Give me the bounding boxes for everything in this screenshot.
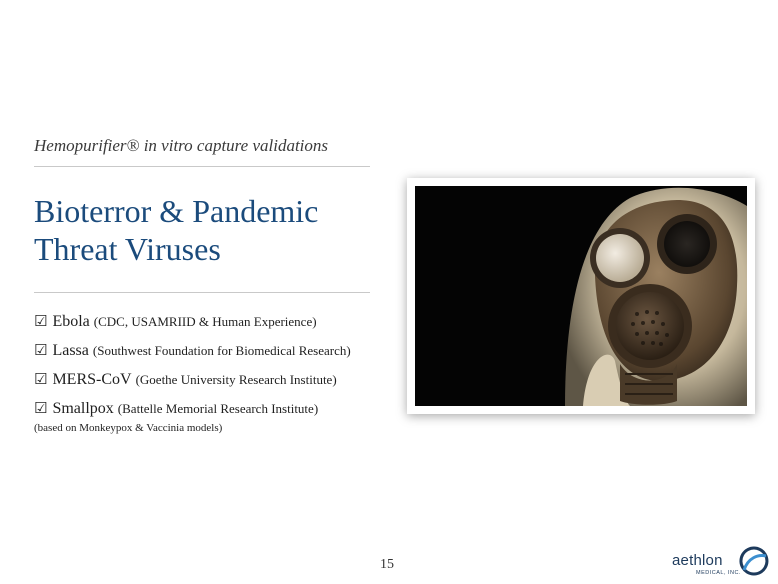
slide-title xyxy=(34,192,374,268)
smallpox-note: (based on Monkeypox & Vaccinia models) xyxy=(34,422,223,434)
list-item-ebola xyxy=(34,310,379,333)
logo-mark-icon xyxy=(738,546,770,576)
photo-frame xyxy=(407,178,755,414)
list-item-mers-cov xyxy=(34,368,379,391)
checkbox-checked-icon: ☑ xyxy=(34,312,48,330)
title-divider xyxy=(34,292,370,293)
virus-name: Lassa xyxy=(52,342,89,359)
title-line-1: Bioterror & Pandemic xyxy=(34,193,319,229)
virus-detail: (Battelle Memorial Research Institute) xyxy=(117,401,319,416)
virus-name: Ebola xyxy=(52,313,90,330)
virus-detail: (CDC, USAMRIID & Human Experience) xyxy=(93,314,317,329)
list-item-smallpox xyxy=(34,397,379,420)
title-line-2: Threat Viruses xyxy=(34,231,221,267)
company-logo xyxy=(672,546,772,580)
logo-subtext: MEDICAL, INC. xyxy=(696,570,742,576)
checkbox-checked-icon: ☑ xyxy=(34,370,48,388)
list-item-lassa xyxy=(34,339,379,362)
virus-list xyxy=(34,310,379,436)
checkbox-checked-icon: ☑ xyxy=(34,399,48,417)
virus-detail: (Southwest Foundation for Biomedical Research) xyxy=(92,343,351,358)
logo-wordmark: aethlon xyxy=(672,552,723,569)
gas-mask-photo xyxy=(415,186,747,406)
subtitle-divider xyxy=(34,166,370,167)
virus-detail: (Goethe University Research Institute) xyxy=(135,372,337,387)
virus-name: Smallpox xyxy=(52,400,114,417)
gas-mask-illustration xyxy=(415,186,747,406)
slide-subtitle: Hemopurifier® in vitro capture validations xyxy=(34,136,329,155)
checkbox-checked-icon: ☑ xyxy=(34,341,48,359)
page-number: 15 xyxy=(380,557,394,572)
virus-name: MERS-CoV xyxy=(52,371,132,388)
